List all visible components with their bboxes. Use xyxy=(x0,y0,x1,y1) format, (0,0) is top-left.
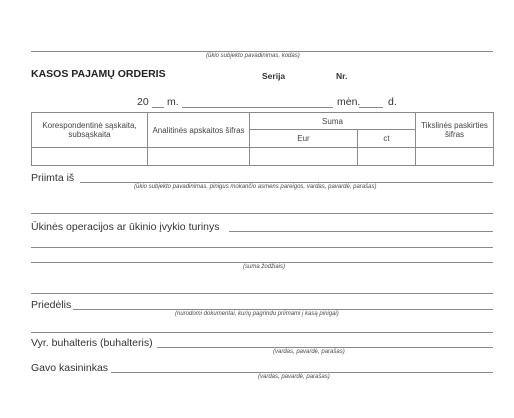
attachment-caption: (nurodomi dokumentai, kurių pagrindu priimami į kasą pinigai) xyxy=(175,311,339,317)
attachment-line[interactable] xyxy=(73,309,493,310)
received-from-line[interactable] xyxy=(80,182,493,183)
attachment-label: Priedėlis xyxy=(31,299,72,311)
operation-content-label: Ūkinės operacijos ar ūkinio įvykio turinys xyxy=(31,221,220,233)
cashier-line[interactable] xyxy=(111,372,493,373)
col-header-ct: ct xyxy=(358,130,416,148)
cell-target[interactable] xyxy=(416,148,494,166)
chief-accountant-line[interactable] xyxy=(157,347,493,348)
cell-analytical[interactable] xyxy=(148,148,250,166)
cashier-label: Gavo kasininkas xyxy=(31,362,109,374)
cell-correspondent[interactable] xyxy=(32,148,148,166)
col-header-analytical: Analitinės apskaitos šifras xyxy=(148,113,250,148)
col-header-eur: Eur xyxy=(250,130,358,148)
number-label: Nr. xyxy=(336,71,348,81)
date-year-suffix: m. xyxy=(167,96,179,108)
operation-content-line[interactable] xyxy=(229,231,493,232)
date-year-prefix: 20 xyxy=(137,96,149,108)
sum-words-caption: (suma žodžiais) xyxy=(243,264,286,270)
cashier-caption: (vardas, pavardė, parašas) xyxy=(258,374,330,380)
operation-content-line-2[interactable] xyxy=(31,247,493,248)
chief-accountant-caption: (vardas, pavardė, parašas) xyxy=(273,349,345,355)
series-label: Serija xyxy=(262,71,286,81)
document-title: KASOS PAJAMŲ ORDERIS xyxy=(31,68,166,80)
received-from-line-2[interactable] xyxy=(31,213,493,214)
cell-ct[interactable] xyxy=(358,148,416,166)
cell-eur[interactable] xyxy=(250,148,358,166)
day-input-line[interactable] xyxy=(359,107,383,108)
year-input-line[interactable] xyxy=(152,107,164,108)
attachment-line-2[interactable] xyxy=(31,332,493,333)
entity-name-caption: (ūkio subjekto pavadinimas, kodas) xyxy=(206,53,300,59)
received-from-label: Priimta iš xyxy=(31,172,75,184)
date-month-label: mėn. xyxy=(337,96,361,108)
accounting-table xyxy=(31,112,494,166)
sum-words-line-2[interactable] xyxy=(31,293,493,294)
month-input-line[interactable] xyxy=(182,107,333,108)
entity-name-line[interactable] xyxy=(31,51,493,52)
col-header-correspondent: Korespondentinė sąskaita, subsąskaita xyxy=(32,113,148,148)
chief-accountant-label: Vyr. buhalteris (buhalteris) xyxy=(31,337,153,349)
col-header-sum: Suma xyxy=(250,113,416,130)
date-day-label: d. xyxy=(388,96,397,108)
received-from-caption: (ūkio subjekto pavadinimas, pinigus mokančio asmens pareigos, vardas, pavardė, parašas) xyxy=(134,184,377,190)
sum-words-line[interactable] xyxy=(31,262,493,263)
col-header-target: Tikslinės paskirties šifras xyxy=(416,113,494,148)
